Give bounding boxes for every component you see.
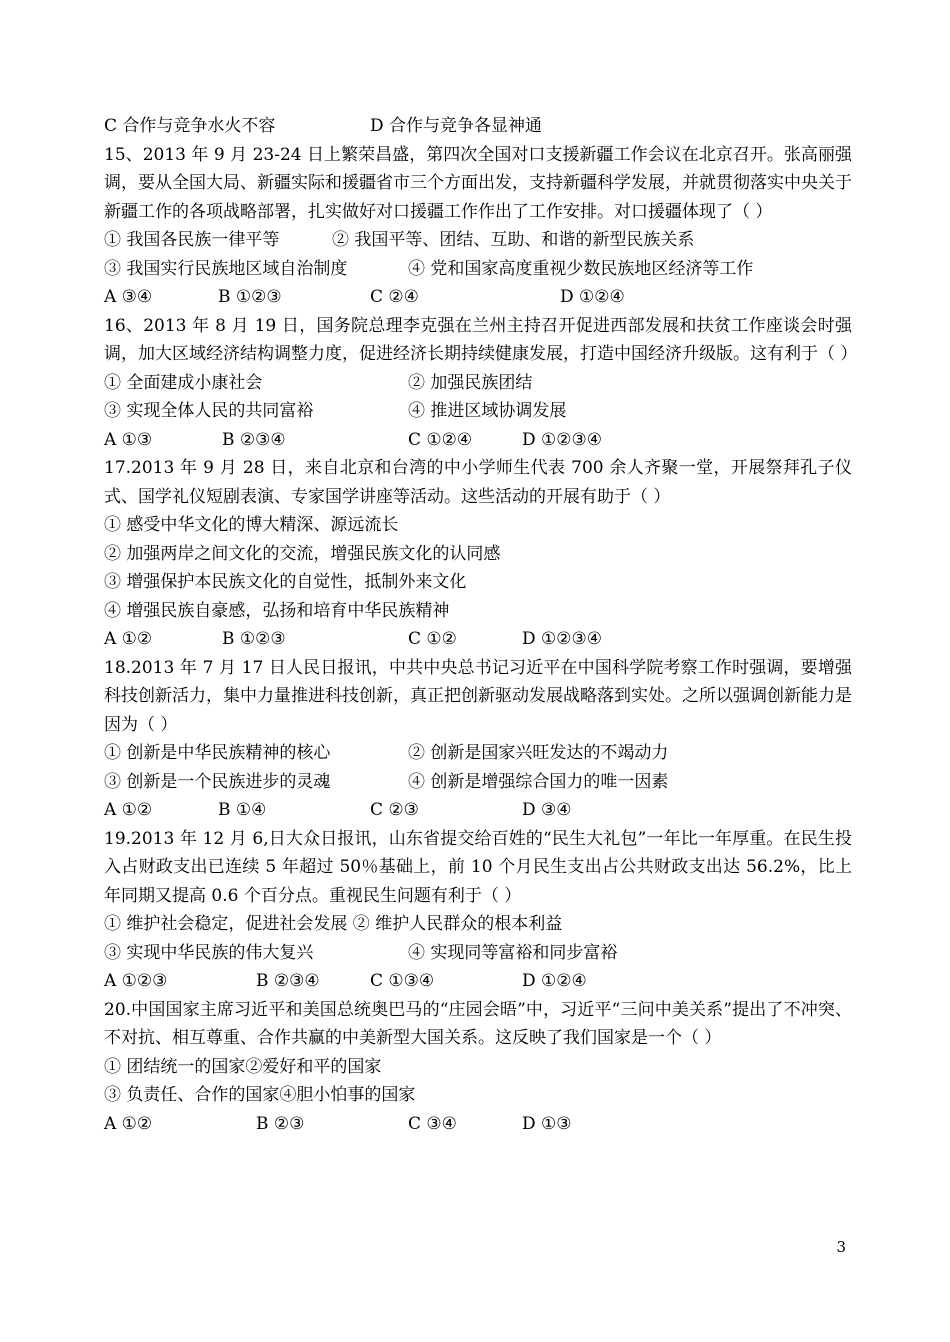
q19-choice-b: B ②③④ (256, 971, 320, 991)
q16-statement-1: ① 全面建成小康社会 (104, 372, 263, 393)
q14-option-c: C 合作与竞争水火不容 (104, 116, 276, 136)
q19-choice-d: D ①②④ (522, 971, 587, 991)
q19-stem: 19.2013 年 12 月 6,日大众日报讯，山东省提交给百姓的“民生大礼包”一年比一年厚重。在民生投入占财政支出已连续 5 年超过 50％基础上，前 10 个月民生支出占公共财政支出达 56.2%，比上年同期又提高 0.6 个百分点。重视民生问题有利于（ ） (104, 828, 852, 906)
q17-statement-2: ② 加强两岸之间文化的交流，增强民族文化的认同感 (104, 543, 501, 564)
q19-statements-row2 (104, 939, 852, 968)
q18-statement-4: ④ 创新是增强综合国力的唯一因素 (408, 771, 669, 792)
q18-stem: 18.2013 年 7 月 17 日人民日报讯，中共中央总书记习近平在中国科学院考察工作时强调，要增强科技创新活力，集中力量推进科技创新，真正把创新驱动发展战略落到实处。之所以强调创新能力是因为（ ） (104, 657, 852, 735)
q17-choice-b: B ①②③ (222, 629, 286, 649)
q16-statement-4: ④ 推进区域协调发展 (408, 401, 567, 421)
q16-stem: 16、2013 年 8 月 19 日，国务院总理李克强在兰州主持召开促进西部发展和扶贫工作座谈会时强调，加大区域经济结构调整力度，促进经济长期持续健康发展，打造中国经济升级版。这有利于（ ） (104, 315, 858, 364)
q16-choice-d: D ①②③④ (522, 429, 602, 450)
q20-choice-d: D ①③ (522, 1113, 572, 1134)
q15-statements-row2 (104, 255, 852, 284)
q16-statements-row1 (104, 369, 852, 398)
page-number: 3 (836, 1238, 846, 1256)
q17-statement-1: ① 感受中华文化的博大精深、源远流长 (104, 515, 399, 535)
q19-choices (104, 967, 852, 996)
q18-choice-d: D ③④ (522, 800, 572, 820)
q15-statement-3: ③ 我国实行民族地区域自治制度 (104, 258, 348, 279)
q14-options (104, 112, 852, 141)
q17-choice-d: D ①②③④ (522, 629, 602, 649)
q20-statements-34: ③ 负责任、合作的国家④胆小怕事的国家 (104, 1085, 416, 1105)
q19-choice-a: A ①②③ (104, 971, 168, 991)
q15-statement-4: ④ 党和国家高度重视少数民族地区经济等工作 (408, 258, 754, 279)
q18-choice-a: A ①② (104, 800, 153, 820)
q19-statement-3: ③ 实现中华民族的伟大复兴 (104, 942, 314, 963)
q19-statement-4: ④ 实现同等富裕和同步富裕 (408, 942, 618, 963)
q19-choice-c: C ①③④ (370, 971, 435, 991)
q15-statement-1: ① 我国各民族一律平等 (104, 230, 280, 250)
q17-statement-3: ③ 增强保护本民族文化的自觉性，抵制外来文化 (104, 572, 467, 592)
q18-statements-row2 (104, 768, 852, 797)
q17-choice-a: A ①② (104, 629, 153, 649)
q18-statement-3: ③ 创新是一个民族进步的灵魂 (104, 771, 331, 792)
q15-statement-2: ② 我国平等、团结、互助、和谐的新型民族关系 (332, 230, 695, 250)
q17-statement-4: ④ 增强民族自豪感，弘扬和培育中华民族精神 (104, 600, 450, 621)
q20-choices (104, 1110, 852, 1139)
q18-choice-b: B ①④ (218, 800, 267, 820)
q16-choice-b: B ②③④ (222, 429, 286, 450)
q16-choice-c: C ①②④ (408, 429, 473, 450)
q18-choice-c: C ②③ (370, 800, 419, 820)
q20-choice-a: A ①② (104, 1113, 153, 1134)
q16-statement-2: ② 加强民族团结 (408, 372, 533, 393)
q20-choice-c: C ③④ (408, 1113, 457, 1134)
q16-statements-row2 (104, 397, 852, 426)
q15-choices (104, 283, 852, 312)
q15-choice-d: D ①②④ (560, 287, 625, 307)
q16-choice-a: A ①③ (104, 429, 153, 450)
q15-stem: 15、2013 年 9 月 23-24 日上繁荣昌盛，第四次全国对口支援新疆工作会议在北京召开。张高丽强调，要从全国大局、新疆实际和援疆省市三个方面出发，支持新疆科学发展，并就贯彻落实中央关于新疆工作的各项战略部署，扎实做好对口援疆工作作出了工作安排。对口援疆体现了（ ） (104, 144, 852, 222)
q20-statements-12: ① 团结统一的国家②爱好和平的国家 (104, 1056, 382, 1077)
q15-choice-b: B ①②③ (218, 287, 282, 307)
q14-option-d: D 合作与竞争各显神通 (370, 116, 543, 136)
q18-statement-2: ② 创新是国家兴旺发达的不竭动力 (408, 743, 669, 763)
q18-statements-row1 (104, 739, 852, 768)
q15-statements-row1 (104, 226, 852, 255)
q17-choices (104, 625, 852, 654)
q16-choices (104, 426, 852, 455)
q20-stem: 20.中国国家主席习近平和美国总统奥巴马的“庄园会晤”中，习近平“三问中美关系”提出了不冲突、不对抗、相互尊重、合作共赢的中美新型大国关系。这反映了我们国家是一个（ ） (104, 999, 852, 1048)
q17-stem: 17.2013 年 9 月 28 日，来自北京和台湾的中小学师生代表 700 余人齐聚一堂，开展祭拜孔子仪式、国学礼仪短剧表演、专家国学讲座等活动。这些活动的开展有助于（ ） (104, 458, 852, 507)
q20-choice-b: B ②③ (256, 1113, 305, 1134)
q15-choice-c: C ②④ (370, 287, 419, 307)
q19-statements-12: ① 维护社会稳定，促进社会发展 ② 维护人民群众的根本利益 (104, 914, 563, 934)
q16-statement-3: ③ 实现全体人民的共同富裕 (104, 401, 314, 421)
q18-choices (104, 796, 852, 825)
q18-statement-1: ① 创新是中华民族精神的核心 (104, 743, 331, 763)
q17-choice-c: C ①② (408, 629, 457, 649)
exam-page (104, 112, 858, 1138)
q15-choice-a: A ③④ (104, 287, 153, 307)
